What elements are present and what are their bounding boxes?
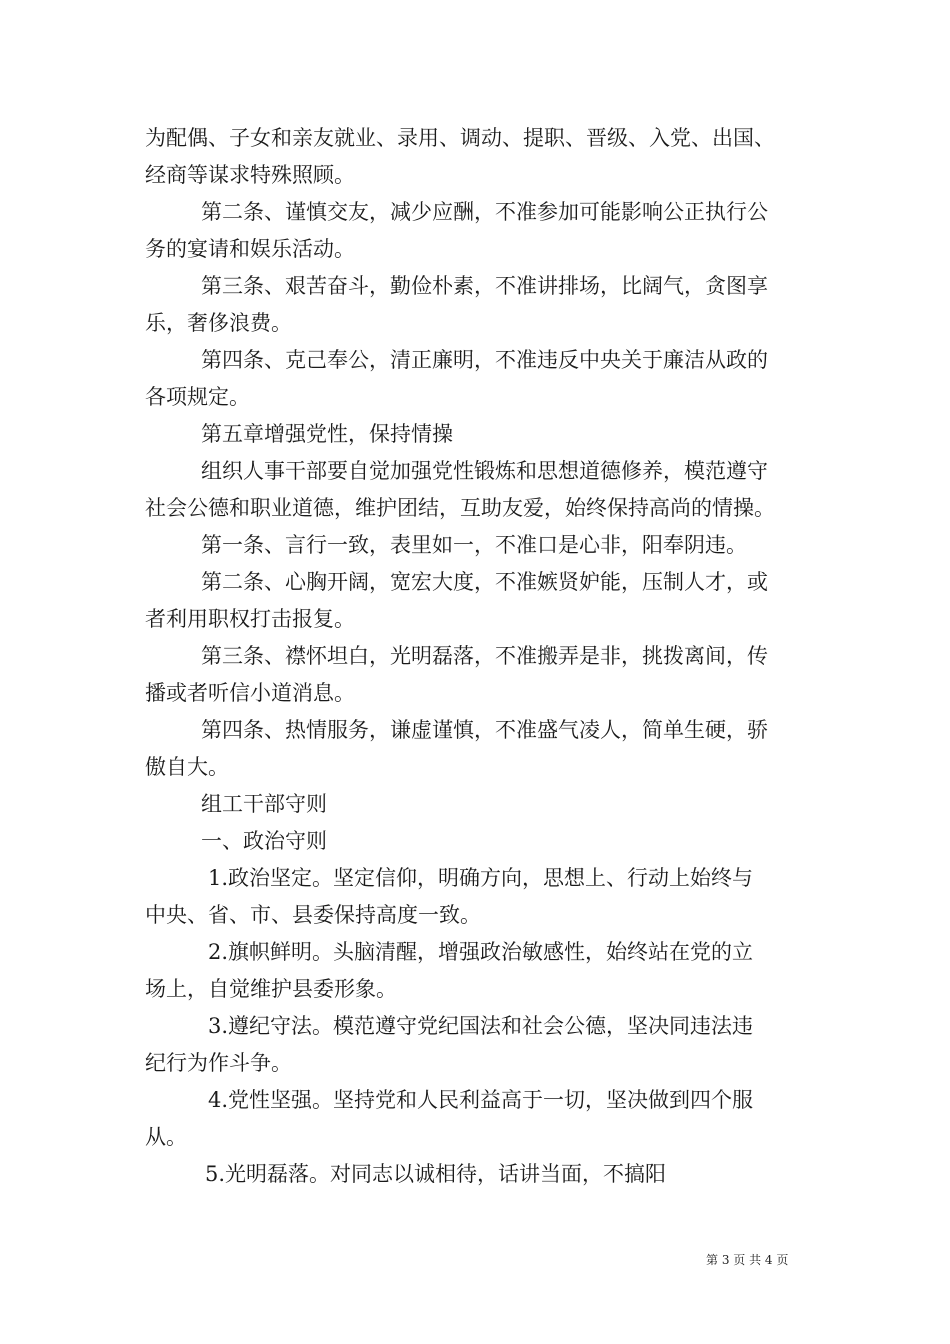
text-line: 第一条、言行一致，表里如一，不准口是心非，阳奉阴违。 bbox=[201, 533, 747, 557]
text-line: 第三条、襟怀坦白，光明磊落，不准搬弄是非，挑拨离间，传 bbox=[201, 644, 768, 668]
text-line: 中央、省、市、县委保持高度一致。 bbox=[145, 903, 481, 927]
chapter-heading: 第五章增强党性，保持情操 bbox=[201, 422, 453, 446]
text-line: 务的宴请和娱乐活动。 bbox=[145, 237, 355, 261]
text-line: 为配偶、子女和亲友就业、录用、调动、提职、晋级、入党、出国、 bbox=[145, 126, 775, 150]
text-line: 第二条、谨慎交友，减少应酬，不准参加可能影响公正执行公 bbox=[201, 200, 768, 224]
list-item: 4.党性坚强。坚持党和人民利益高于一切，坚决做到四个服 bbox=[208, 1088, 754, 1112]
text-line: 纪行为作斗争。 bbox=[145, 1051, 292, 1075]
text-line: 场上，自觉维护县委形象。 bbox=[145, 977, 397, 1001]
text-line: 第二条、心胸开阔，宽宏大度，不准嫉贤妒能，压制人才，或 bbox=[201, 570, 768, 594]
text-line: 播或者听信小道消息。 bbox=[145, 681, 355, 705]
list-item: 2.旗帜鲜明。头脑清醒，增强政治敏感性，始终站在党的立 bbox=[208, 940, 754, 964]
document-body bbox=[145, 120, 810, 1193]
list-item: 3.遵纪守法。模范遵守党纪国法和社会公德，坚决同违法违 bbox=[208, 1014, 754, 1038]
text-line: 第三条、艰苦奋斗，勤俭朴素，不准讲排场，比阔气，贪图享 bbox=[201, 274, 768, 298]
text-line: 第四条、热情服务，谦虚谨慎，不准盛气凌人，简单生硬，骄 bbox=[201, 718, 768, 742]
list-item: 1.政治坚定。坚定信仰，明确方向，思想上、行动上始终与 bbox=[208, 866, 754, 890]
section-subtitle: 一、政治守则 bbox=[201, 829, 327, 853]
text-line: 社会公德和职业道德，维护团结，互助友爱，始终保持高尚的情操。 bbox=[145, 496, 775, 520]
page-number: 第 3 页 共 4 页 bbox=[706, 1253, 789, 1267]
text-line: 第四条、克己奉公，清正廉明，不准违反中央关于廉洁从政的 bbox=[201, 348, 768, 372]
text-line: 傲自大。 bbox=[145, 755, 229, 779]
text-line: 各项规定。 bbox=[145, 385, 250, 409]
text-line: 乐，奢侈浪费。 bbox=[145, 311, 292, 335]
text-line: 者利用职权打击报复。 bbox=[145, 607, 355, 631]
list-item: 5.光明磊落。对同志以诚相待，话讲当面，不搞阳 bbox=[205, 1162, 667, 1186]
text-line: 从。 bbox=[145, 1125, 187, 1149]
text-line: 组织人事干部要自觉加强党性锻炼和思想道德修养，模范遵守 bbox=[201, 459, 768, 483]
section-title: 组工干部守则 bbox=[201, 792, 327, 816]
text-line: 经商等谋求特殊照顾。 bbox=[145, 163, 355, 187]
